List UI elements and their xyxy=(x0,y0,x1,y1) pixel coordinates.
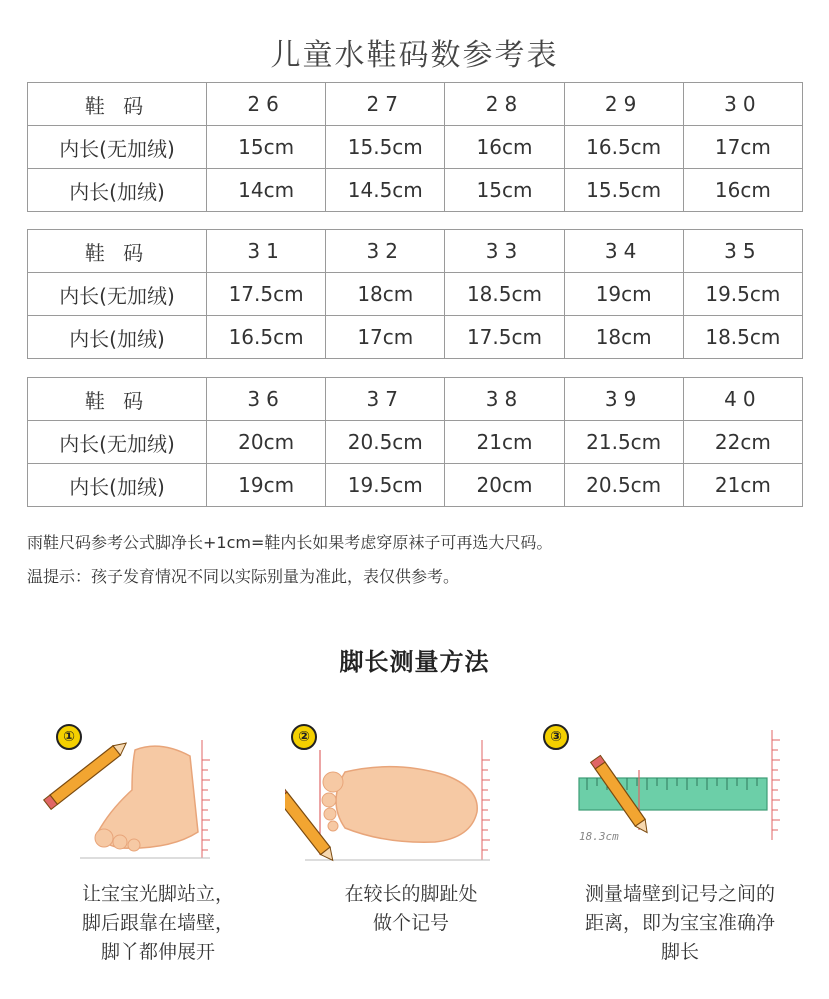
length-cell: 16.5cm xyxy=(564,126,683,169)
length-cell: 20cm xyxy=(207,421,326,464)
size-cell: 26 xyxy=(207,83,326,126)
length-cell: 14cm xyxy=(207,169,326,212)
step-2-badge: ② xyxy=(291,724,317,750)
length-cell: 18.5cm xyxy=(445,273,564,316)
length-cell: 15.5cm xyxy=(326,126,445,169)
length-cell: 21cm xyxy=(683,464,802,507)
step-1-caption xyxy=(33,880,283,967)
step-3-badge: ③ xyxy=(543,724,569,750)
caption-line: 测量墙壁到记号之间的 xyxy=(584,883,775,905)
length-cell: 21.5cm xyxy=(564,421,683,464)
size-cell: 35 xyxy=(683,230,802,273)
table-row xyxy=(28,316,803,359)
length-cell: 16.5cm xyxy=(207,316,326,359)
table-row xyxy=(28,230,803,273)
size-cell: 34 xyxy=(564,230,683,273)
caption-line: 做个记号 xyxy=(372,912,449,934)
size-cell: 37 xyxy=(326,378,445,421)
size-cell: 40 xyxy=(683,378,802,421)
size-cell: 39 xyxy=(564,378,683,421)
row-label: 内长(加绒) xyxy=(28,316,207,359)
row-label: 鞋 码 xyxy=(28,378,207,421)
ruler-reading: 18.3cm xyxy=(579,830,619,843)
measure-title: 脚长测量方法 xyxy=(339,648,490,676)
length-cell: 15cm xyxy=(445,169,564,212)
size-cell: 32 xyxy=(326,230,445,273)
size-cell: 27 xyxy=(326,83,445,126)
caption-line: 脚丫都伸展开 xyxy=(100,941,215,963)
tip-note: 温提示：孩子发育情况不同以实际别量为准此，表仅供参考。 xyxy=(27,567,460,586)
row-label: 内长(加绒) xyxy=(28,464,207,507)
size-cell: 28 xyxy=(445,83,564,126)
length-cell: 21cm xyxy=(445,421,564,464)
step-3-illustration xyxy=(535,720,785,870)
size-table-3 xyxy=(27,377,803,507)
size-table-2 xyxy=(27,229,803,359)
row-label: 内长(无加绒) xyxy=(28,273,207,316)
size-cell: 31 xyxy=(207,230,326,273)
caption-line: 脚长 xyxy=(660,941,699,963)
step-1-illustration xyxy=(40,720,290,870)
table-row xyxy=(28,169,803,212)
table-row xyxy=(28,464,803,507)
length-cell: 16cm xyxy=(445,126,564,169)
length-cell: 20.5cm xyxy=(564,464,683,507)
row-label: 内长(无加绒) xyxy=(28,126,207,169)
length-cell: 17cm xyxy=(683,126,802,169)
length-cell: 19cm xyxy=(207,464,326,507)
table-row xyxy=(28,273,803,316)
table-row xyxy=(28,421,803,464)
size-table-1 xyxy=(27,82,803,212)
step-2-caption xyxy=(286,880,536,938)
length-cell: 16cm xyxy=(683,169,802,212)
length-cell: 19.5cm xyxy=(326,464,445,507)
row-label: 内长(无加绒) xyxy=(28,421,207,464)
length-cell: 17.5cm xyxy=(207,273,326,316)
foot-top-icon xyxy=(285,720,535,870)
row-label: 内长(加绒) xyxy=(28,169,207,212)
table-row xyxy=(28,378,803,421)
length-cell: 15cm xyxy=(207,126,326,169)
length-cell: 20cm xyxy=(445,464,564,507)
caption-line: 脚后跟靠在墙壁， xyxy=(81,912,234,934)
length-cell: 15.5cm xyxy=(564,169,683,212)
ruler-icon xyxy=(535,720,785,870)
size-cell: 36 xyxy=(207,378,326,421)
size-cell: 38 xyxy=(445,378,564,421)
length-cell: 19cm xyxy=(564,273,683,316)
size-cell: 29 xyxy=(564,83,683,126)
caption-line: 让宝宝光脚站立， xyxy=(81,883,234,905)
length-cell: 14.5cm xyxy=(326,169,445,212)
size-cell: 30 xyxy=(683,83,802,126)
length-cell: 18cm xyxy=(564,316,683,359)
step-2-illustration xyxy=(285,720,535,870)
length-cell: 19.5cm xyxy=(683,273,802,316)
size-cell: 33 xyxy=(445,230,564,273)
step-3-caption xyxy=(555,880,805,967)
length-cell: 17.5cm xyxy=(445,316,564,359)
table-row xyxy=(28,126,803,169)
length-cell: 20.5cm xyxy=(326,421,445,464)
table-row xyxy=(28,83,803,126)
foot-side-icon xyxy=(40,720,290,870)
row-label: 鞋 码 xyxy=(28,230,207,273)
caption-line: 距离，即为宝宝准确净 xyxy=(584,912,775,934)
length-cell: 17cm xyxy=(326,316,445,359)
length-cell: 18.5cm xyxy=(683,316,802,359)
length-cell: 18cm xyxy=(326,273,445,316)
page-title: 儿童水鞋码数参考表 xyxy=(270,38,559,73)
row-label: 鞋 码 xyxy=(28,83,207,126)
formula-note: 雨鞋尺码参考公式脚净长+1cm=鞋内长如果考虑穿原袜子可再选大尺码。 xyxy=(27,533,553,552)
length-cell: 22cm xyxy=(683,421,802,464)
step-1-badge: ① xyxy=(56,724,82,750)
caption-line: 在较长的脚趾处 xyxy=(344,883,478,905)
